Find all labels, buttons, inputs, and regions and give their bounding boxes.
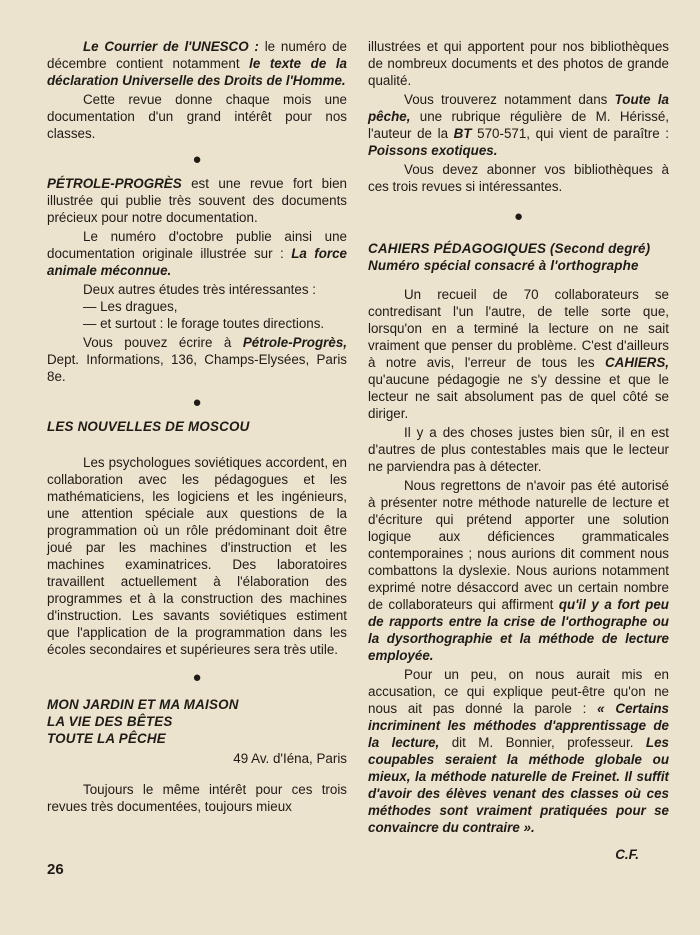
cahiers-text-4: Pour un peu, on nous aurait mis en accusation, ce qui explique peut-être qu'on ne nous ait pas donné la parole : bbox=[368, 667, 669, 716]
abonner-paragraph: Vous devez abonner vos bibliothèques à ces trois revues si intéressantes. bbox=[368, 162, 669, 194]
petrole-paragraph-4 bbox=[47, 334, 347, 385]
unesco-text: le numéro de décembre contient notamment bbox=[47, 39, 347, 71]
peche-text-1: Vous trouverez notamment dans bbox=[404, 92, 615, 107]
peche-bt: BT bbox=[453, 126, 472, 141]
petrole-text: est une revue fort bien illustrée qui publie très souvent des documents précieux pour notre documentation. bbox=[47, 176, 347, 225]
petrole-paragraph-3: Deux autres études très intéressantes : bbox=[83, 282, 316, 297]
section-separator: ● bbox=[192, 151, 202, 168]
cahiers-paragraph-4 bbox=[368, 666, 669, 836]
jardin-heading-3: TOUTE LA PÊCHE bbox=[47, 731, 166, 746]
petrole-address: Dept. Informations, 136, Champs-Elysées, Paris 8e. bbox=[47, 352, 347, 384]
cahiers-paragraph-3 bbox=[368, 477, 669, 664]
cahiers-text-1: Un recueil de 70 collaborateurs se contredisant l'un l'autre, de telle sorte que, lorsqu'on en a terminé la lecture on ne sait vraiment que penser du problème. C'est d'ailleurs à notre avis, l'erreur de tous les bbox=[368, 287, 669, 370]
unesco-emphasis: le texte de la déclaration Universelle des Droits de l'Homme. bbox=[47, 56, 348, 88]
unesco-title: Le Courrier de l'UNESCO : bbox=[83, 39, 259, 54]
left-column bbox=[47, 38, 347, 815]
petrole-dash-1: — Les dragues, bbox=[83, 299, 178, 314]
jardin-address: 49 Av. d'Iéna, Paris bbox=[233, 751, 347, 766]
cahiers-paragraph-1 bbox=[368, 286, 669, 422]
cahiers-heading-1: CAHIERS PÉDAGOGIQUES (Second degré) bbox=[368, 241, 651, 256]
signature: C.F. bbox=[615, 847, 639, 862]
petrole-paragraph-2 bbox=[47, 228, 347, 279]
petrole-emphasis: La force animale méconnue. bbox=[47, 246, 348, 278]
peche-text-2: une rubrique régulière de M. Hérissé, l'auteur de la bbox=[368, 109, 669, 141]
jardin-heading-1: MON JARDIN ET MA MAISON bbox=[47, 697, 239, 712]
petrole-paragraph bbox=[47, 175, 347, 226]
cahiers-text-1b: qu'aucune pédagogie ne s'y dessine et que le lecteur ne sait absolument pas de quel côté se diriger. bbox=[368, 372, 669, 421]
moscou-heading: LES NOUVELLES DE MOSCOU bbox=[47, 419, 250, 434]
petrole-title: PÉTROLE-PROGRÈS bbox=[47, 176, 182, 191]
unesco-paragraph bbox=[47, 38, 347, 89]
unesco-paragraph-2: Cette revue donne chaque mois une documentation d'un grand intérêt pour nos classes. bbox=[47, 92, 347, 141]
cahiers-quote-2: Les coupables seraient la méthode globale ou mieux, la méthode naturelle de Freinet. Il suffit d'avoir des élèves venant des classes où ces méthodes sont vraiment pratiquées pour se convaincre du contraire ». bbox=[368, 735, 669, 835]
cahiers-emphasis: CAHIERS, bbox=[605, 355, 669, 370]
moscou-paragraph: Les psychologues soviétiques accordent, en collaboration avec les pédagogues et les mathématiciens, les logiciens et les ingénieurs, une attention spéciale aux questions de la programmation où un rôle prédominant doit être joué par les machines d'instruction et les machines examinatrices. Des laboratoires travaillent actuellement à l'élaboration des programmes et à la construction des machines d'instruction. Les savants soviétiques estiment que l'application de la programmation dans les écoles secondaires et supérieures sera très utile. bbox=[47, 455, 347, 657]
cahiers-heading-2: Numéro spécial consacré à l'orthographe bbox=[368, 258, 639, 273]
cahiers-paragraph-2: Il y a des choses justes bien sûr, il en est d'autres de plus contestables mais que le lecteur ne parviendra pas à détecter. bbox=[368, 425, 669, 474]
section-separator: ● bbox=[192, 669, 202, 686]
section-separator: ● bbox=[192, 394, 202, 411]
cahiers-text-4b: dit M. Bonnier, professeur. bbox=[439, 735, 646, 750]
jardin-paragraph: Toujours le même intérêt pour ces trois revues très documentées, toujours mieux bbox=[47, 782, 347, 814]
continued-paragraph: illustrées et qui apportent pour nos bibliothèques de nombreux documents et des photos de grande qualité. bbox=[368, 39, 669, 88]
peche-emphasis-1: Toute la pêche, bbox=[368, 92, 669, 124]
peche-emphasis-2: Poissons exotiques. bbox=[368, 143, 498, 158]
section-separator: ● bbox=[513, 208, 524, 225]
jardin-heading-2: LA VIE DES BÊTES bbox=[47, 714, 173, 729]
peche-paragraph bbox=[368, 91, 669, 159]
peche-text-3: 570-571, qui vient de paraître : bbox=[471, 126, 669, 141]
page-number: 26 bbox=[47, 861, 64, 878]
petrole-text-2: Le numéro d'octobre publie ainsi une documentation originale illustrée sur : bbox=[47, 229, 347, 261]
cahiers-text-3: Nous regrettons de n'avoir pas été autorisé à présenter notre méthode naturelle de lecture et d'écriture qui prétend apporter une solution logique aux déficiences grammaticales contemporaines ; nous aurions dit comment nous combattons la dyslexie. Nous aurions notamment exprimé notre désaccord avec un certain nombre de collaborateurs qui affirment bbox=[368, 478, 669, 612]
petrole-dash-2: — et surtout : le forage toutes directions. bbox=[83, 316, 325, 331]
right-column bbox=[368, 38, 669, 863]
petrole-text-4: Vous pouvez écrire à bbox=[83, 335, 243, 350]
petrole-emphasis-2: Pétrole-Progrès, bbox=[242, 335, 347, 350]
cahiers-quote-1: « Certains incriminent les méthodes d'apprentissage de la lecture, bbox=[368, 701, 669, 750]
cahiers-emphasis-3: qu'il y a fort peu de rapports entre la crise de l'orthographe ou la dysorthographie et la méthode de lecture employée. bbox=[368, 597, 669, 663]
